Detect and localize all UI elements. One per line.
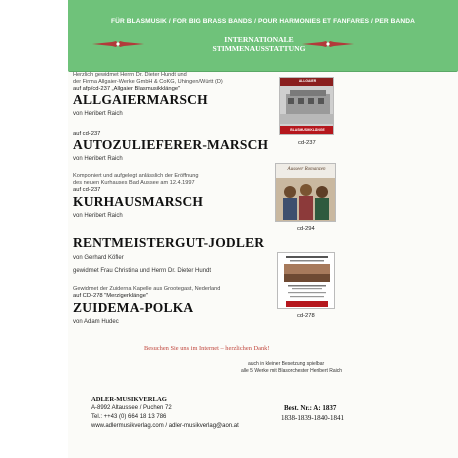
- cd-cover-building-icon: [280, 78, 334, 135]
- cd-caption: cd-294: [297, 226, 315, 232]
- eagle-emblem-icon: [92, 40, 144, 48]
- composer: von Heribert Raich: [73, 111, 123, 117]
- dedication-text: gewidmet Frau Christina und Herrn Dr. Dieter Hundt: [73, 268, 212, 274]
- cd-cover-subtitle: BLASMUSIKKLÄNGE: [290, 128, 325, 132]
- publisher-address: A-8992 Altaussee / Puchen 72: [91, 405, 172, 411]
- banner-tagline: FÜR BLASMUSIK / FOR BIG BRASS BANDS / POUR HARMONIES ET FANFARES / PER BANDA: [111, 18, 415, 25]
- composer: von Adam Hudec: [73, 319, 119, 325]
- piece-title: RENTMEISTERGUT-JODLER: [73, 235, 265, 250]
- dedication-text: Komponiert und aufgelegt anlässlich der Eröffnung: [73, 173, 199, 179]
- piece-title: AUTOZULIEFERER-MARSCH: [73, 137, 269, 152]
- publisher-name: ADLER-MUSIKVERLAG: [91, 396, 167, 403]
- dedication-text: Herzlich gewidmet Herrn Dr. Dieter Hundt und: [73, 72, 187, 78]
- cd-reference: auf cd-237: [73, 131, 101, 137]
- ensemble-note: auch in kleiner Besetzung spielbar: [248, 361, 325, 367]
- cd-caption: cd-278: [297, 313, 315, 319]
- composer: von Heribert Raich: [73, 213, 123, 219]
- cd-reference: auf afp/cd-237 „Allgaier Blasmusikklänge": [73, 86, 181, 92]
- cd-reference: auf CD-278 "Merzigerklänge": [73, 293, 149, 299]
- catalog-numbers: 1838-1839-1840-1841: [281, 414, 344, 422]
- header-banner: [68, 0, 458, 72]
- sheet-music-catalog-page: [68, 0, 458, 458]
- composer: von Gerhard Köfler: [73, 255, 124, 261]
- dedication-text: Gewidmet der Zuiderna Kapelle aus Grootegast, Nederland: [73, 286, 221, 292]
- cd-cover-thumbnail: [275, 163, 336, 222]
- publisher-phone: Tel.: ++43 (0) 664 18 13 786: [91, 414, 167, 420]
- piece-title: KURHAUSMARSCH: [73, 194, 204, 209]
- dedication-text: des neuen Kurhauses Bad Aussee am 12.4.1997: [73, 180, 195, 186]
- cd-cover-singers-icon: [276, 164, 336, 222]
- publisher-website[interactable]: www.adlermusikverlag.com / adler-musikverlag@aon.at: [91, 423, 239, 429]
- cd-cover-band-icon: [278, 253, 335, 309]
- piece-title: ALLGAIERMARSCH: [73, 92, 208, 107]
- cd-cover-thumbnail: [279, 77, 334, 135]
- cd-cover-thumbnail: [277, 252, 335, 309]
- cd-caption: cd-237: [298, 140, 316, 146]
- dedication-text: der Firma Allgaier-Werke GmbH & CoKG, Uhingen/Württ (D): [73, 79, 223, 85]
- eagle-emblem-icon: [302, 40, 354, 48]
- internet-invitation: Besuchen Sie uns im Internet – herzlichen Dank!: [144, 345, 270, 352]
- order-number: Best. Nr.: A: 1837: [284, 404, 337, 412]
- composer: von Heribert Raich: [73, 156, 123, 162]
- piece-title: ZUIDEMA-POLKA: [73, 300, 194, 315]
- ensemble-note: alle 5 Werke mit Blasorchester Heribert Raich: [241, 368, 343, 374]
- cd-cover-title: ALLGAIER: [298, 79, 317, 83]
- banner-title: INTERNATIONALE STIMMENAUSSTATTUNG: [212, 35, 306, 53]
- cd-cover-title: Ausseer Romanzen: [287, 167, 326, 172]
- cd-reference: auf cd-237: [73, 187, 101, 193]
